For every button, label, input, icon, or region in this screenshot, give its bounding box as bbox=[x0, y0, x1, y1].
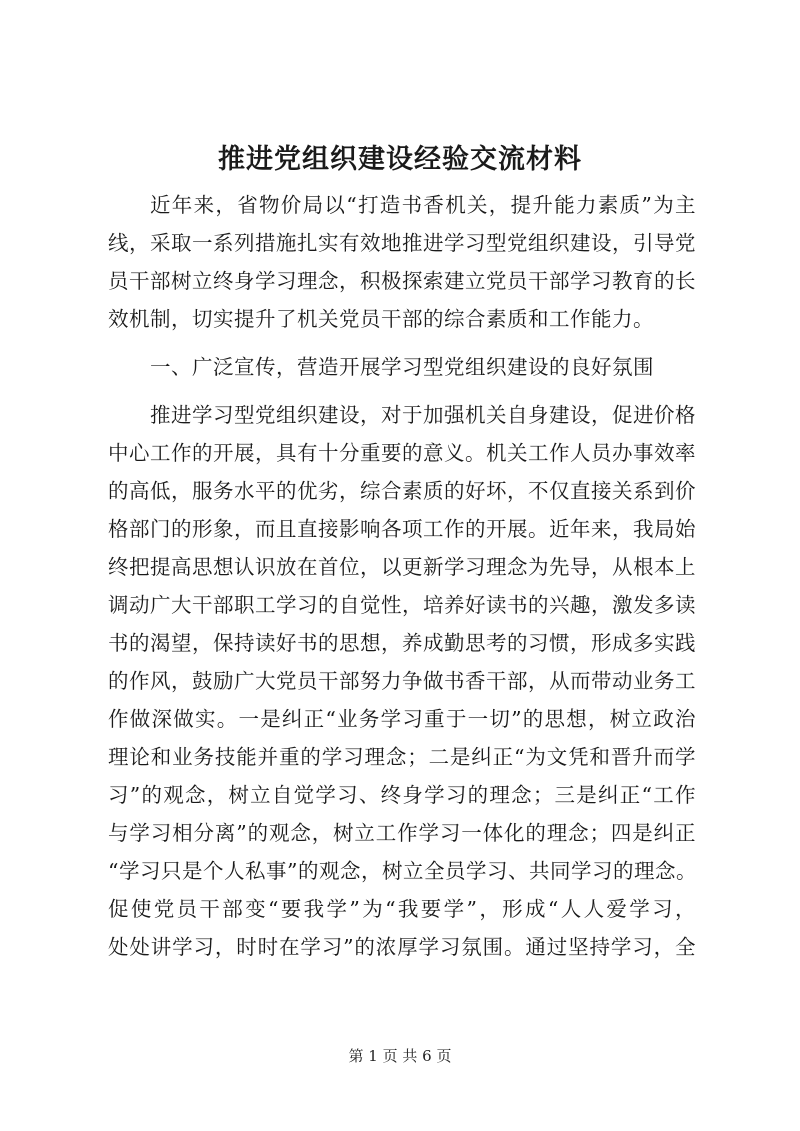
paragraph-line: 习”的观念，树立自觉学习、终身学习的理念；三是纠正“工作 bbox=[108, 783, 696, 807]
paragraph-line: “学习只是个人私事”的观念，树立全员学习、共同学习的理念。 bbox=[108, 859, 697, 883]
section-heading: 一、广泛宣传，营造开展学习型党组织建设的良好氛围 bbox=[150, 355, 654, 379]
paragraph-line: 调动广大干部职工学习的自觉性，培养好读书的兴趣，激发多读 bbox=[108, 593, 696, 617]
document-title: 推进党组织建设经验交流材料 bbox=[218, 144, 582, 175]
paragraph-line: 格部门的形象，而且直接影响各项工作的开展。近年来，我局始 bbox=[108, 517, 696, 541]
paragraph-line: 推进学习型党组织建设，对于加强机关自身建设，促进价格 bbox=[150, 403, 696, 427]
page-number-footer: 第 1 页 共 6 页 bbox=[348, 1047, 452, 1065]
paragraph-line: 作做深做实。一是纠正“业务学习重于一切”的思想，树立政治 bbox=[108, 707, 696, 731]
paragraph-line: 中心工作的开展，具有十分重要的意义。机关工作人员办事效率 bbox=[108, 441, 696, 465]
paragraph-line: 终把提高思想认识放在首位，以更新学习理念为先导，从根本上 bbox=[108, 555, 696, 579]
paragraph-line: 线，采取一系列措施扎实有效地推进学习型党组织建设，引导党 bbox=[108, 231, 696, 255]
paragraph-line: 的作风，鼓励广大党员干部努力争做书香干部，从而带动业务工 bbox=[108, 669, 696, 693]
paragraph-line: 效机制，切实提升了机关党员干部的综合素质和工作能力。 bbox=[108, 307, 654, 331]
paragraph-line: 理论和业务技能并重的学习理念；二是纠正“为文凭和晋升而学 bbox=[108, 745, 696, 769]
paragraph-line: 与学习相分离”的观念，树立工作学习一体化的理念；四是纠正 bbox=[108, 821, 696, 845]
paragraph-line: 员干部树立终身学习理念，积极探索建立党员干部学习教育的长 bbox=[108, 269, 696, 293]
paragraph-line: 处处讲学习，时时在学习”的浓厚学习氛围。通过坚持学习，全 bbox=[108, 935, 696, 959]
paragraph-line: 促使党员干部变“要我学”为“我要学”，形成“人人爱学习， bbox=[108, 897, 696, 921]
paragraph-line: 近年来，省物价局以“打造书香机关，提升能力素质”为主 bbox=[150, 193, 696, 217]
paragraph-line: 的高低，服务水平的优劣，综合素质的好坏，不仅直接关系到价 bbox=[108, 479, 696, 503]
paragraph-line: 书的渴望，保持读好书的思想，养成勤思考的习惯，形成多实践 bbox=[108, 631, 696, 655]
